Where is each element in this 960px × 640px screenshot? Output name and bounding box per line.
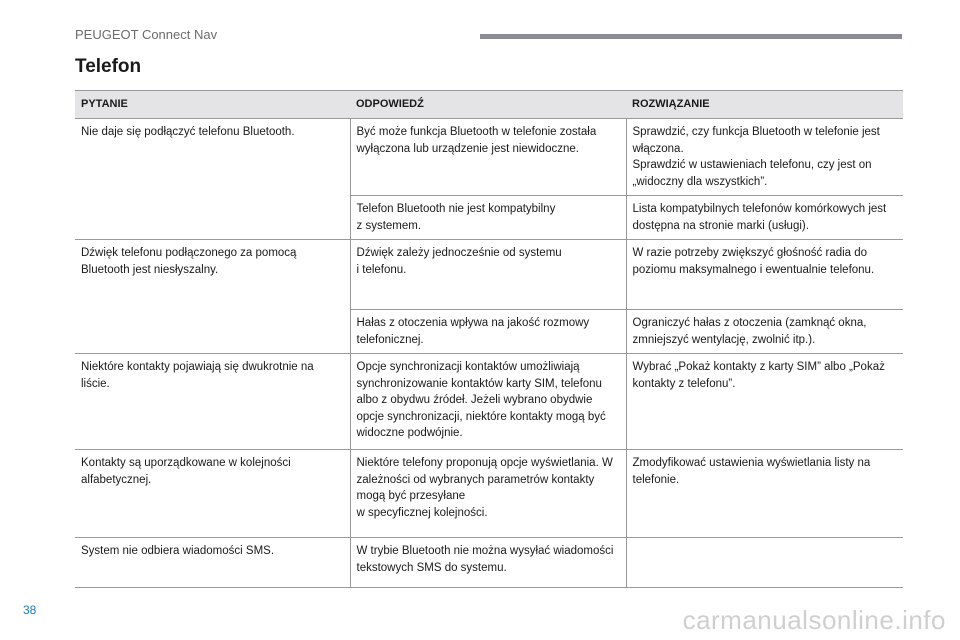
solution-cell: W razie potrzeby zwiększyć głośność radia do poziomu maksymalnego i ewentualnie telefonu. [626,240,903,310]
column-header-question: PYTANIE [75,91,350,119]
solution-cell: Ograniczyć hałas z otoczenia (zamknąć okna, zmniejszyć wentylację, zwolnić itp.). [626,310,903,354]
question-cell: Dźwięk telefonu podłączonego za pomocą Bluetooth jest niesłyszalny. [75,240,350,354]
page-title: Telefon [75,56,142,77]
answer-cell: Telefon Bluetooth nie jest kompatybilny z systemem. [350,196,626,240]
header-label: PEUGEOT Connect Nav [75,27,218,42]
question-cell: Kontakty są uporządkowane w kolejności alfabetycznej. [75,450,350,538]
answer-cell: Opcje synchronizacji kontaktów umożliwiają synchronizowanie kontaktów karty SIM, telefonu albo z obydwu źródeł. Jeżeli wybrano obydwie opcje synchronizacji, niektóre kontakty mogą być widoczne podwójnie. [350,354,626,450]
table-row [75,119,903,196]
question-cell: Niektóre kontakty pojawiają się dwukrotnie na liście. [75,354,350,450]
page-number: 38 [23,603,37,617]
solution-cell: Zmodyfikować ustawienia wyświetlania listy na telefonie. [626,450,903,538]
question-cell: System nie odbiera wiadomości SMS. [75,538,350,588]
solution-cell: Lista kompatybilnych telefonów komórkowych jest dostępna na stronie marki (usługi). [626,196,903,240]
answer-cell: Niektóre telefony proponują opcje wyświetlania. W zależności od wybranych parametrów kontakty mogą być przesyłane w specyficznej kolejności. [350,450,626,538]
header-rule [480,34,902,39]
table-row [75,240,903,310]
table-header-row [75,91,903,119]
table-body [75,119,903,588]
column-header-answer: ODPOWIEDŹ [350,91,626,119]
watermark: carmanualsonline.info [682,605,946,635]
table-row [75,354,903,450]
solution-cell: Wybrać „Pokaż kontakty z karty SIM” albo „Pokaż kontakty z telefonu”. [626,354,903,450]
table-row [75,450,903,538]
answer-cell: W trybie Bluetooth nie można wysyłać wiadomości tekstowych SMS do systemu. [350,538,626,588]
question-cell: Nie daje się podłączyć telefonu Bluetooth. [75,119,350,240]
answer-cell: Dźwięk zależy jednocześnie od systemu i telefonu. [350,240,626,310]
column-header-solution: ROZWIĄZANIE [626,91,903,119]
faq-table [75,90,903,588]
solution-cell [626,538,903,588]
table-row [75,538,903,588]
answer-cell: Hałas z otoczenia wpływa na jakość rozmowy telefonicznej. [350,310,626,354]
solution-cell: Sprawdzić, czy funkcja Bluetooth w telefonie jest włączona. Sprawdzić w ustawieniach telefonu, czy jest on „widoczny dla wszystkich”. [626,119,903,196]
answer-cell: Być może funkcja Bluetooth w telefonie została wyłączona lub urządzenie jest niewidoczne. [350,119,626,196]
